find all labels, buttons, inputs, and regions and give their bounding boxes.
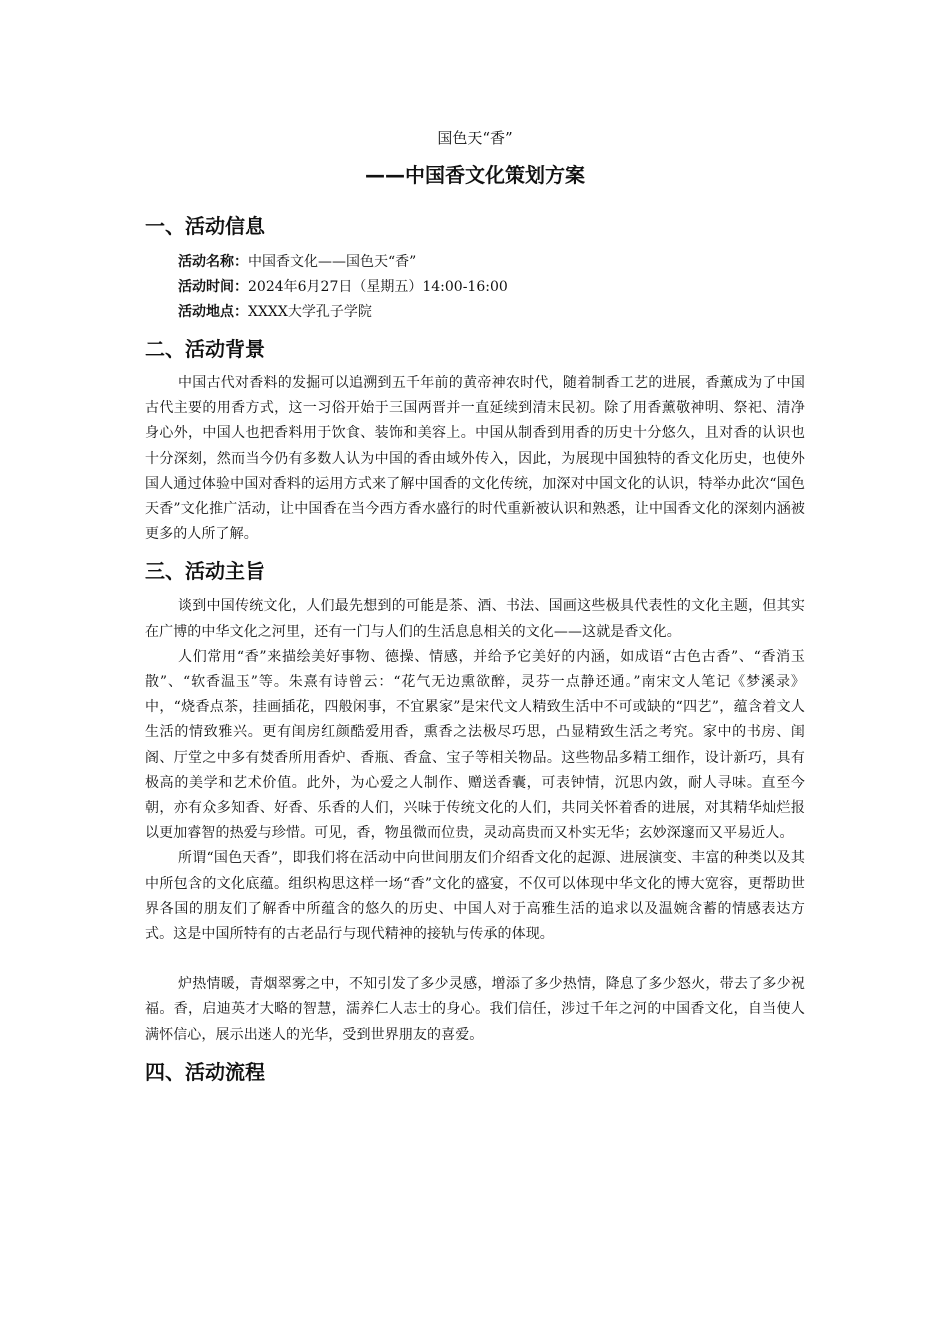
- blank-line: [145, 947, 805, 972]
- info-label: 活动地点：: [178, 304, 248, 320]
- purpose-section: [145, 594, 805, 1047]
- background-section: [145, 371, 805, 547]
- section-heading-process: 四、活动流程: [145, 1059, 265, 1084]
- paragraph: 所谓“国色天香”，即我们将在活动中向世间朋友们介绍香文化的起源、进展演变、丰富的种类以及其中所包含的文化底蕴。组织构思这样一场“香”文化的盛宴，不仅可以体现中华文化的博大宽容，更帮助世界各国的朋友们了解香中所蕴含的悠久的历史、中国人对于高雅生活的追求以及温婉含蓄的情感表达方式。这是中国所特有的古老品行与现代精神的接轨与传承的体现。: [145, 850, 805, 943]
- paragraph: 谈到中国传统文化，人们最先想到的可能是茶、酒、书法、国画这些极具代表性的文化主题，但其实在广博的中华文化之河里，还有一门与人们的生活息息相关的文化——这就是香文化。: [145, 598, 805, 640]
- info-value: 2024年6月27日（星期五）14:00-16:00: [248, 279, 508, 295]
- paragraph: 炉热情暖，青烟翠雾之中，不知引发了多少灵感，增添了多少热情，降息了多少怒火，带去了多少祝福。香，启迪英才大略的智慧，濡养仁人志士的身心。我们信任，涉过千年之河的中国香文化，自当使人满怀信心，展示出迷人的光华，受到世界朋友的喜爱。: [145, 976, 805, 1043]
- info-row-name: [178, 250, 805, 275]
- info-row-location: [178, 300, 805, 325]
- info-value: XXXX大学孔子学院: [248, 304, 372, 320]
- section-heading-purpose: 三、活动主旨: [145, 559, 265, 584]
- section-heading-background: 二、活动背景: [145, 337, 265, 361]
- info-row-time: [178, 275, 805, 300]
- document-body: [145, 208, 805, 1090]
- document-title: ——中国香文化策划方案: [365, 163, 585, 187]
- activity-info-list: [145, 250, 805, 325]
- document-subtitle: 国色天“香”: [437, 129, 513, 147]
- info-value: 中国香文化——国色天“香”: [248, 254, 417, 270]
- paragraph: 人们常用“香”来描绘美好事物、德操、情感，并给予它美好的内涵，如成语“古色古香”、“香消玉散”、“软香温玉”等。朱熹有诗曾云：“花气无边熏欲醉，灵芬一点静还通。”南宋文人笔记《梦溪录》中，“烧香点茶，挂画插花，四般闲事，不宜累家”是宋代文人精致生活中不可或缺的“四艺”，蕴含着文人生活的情致雅兴。更有闺房红颜酷爱用香，熏香之法极尽巧思，凸显精致生活之考究。家中的书房、闺阁、厅堂之中多有焚香所用香炉、香瓶、香盒、宝子等相关物品。这些物品多精工细作，设计新巧，具有极高的美学和艺术价值。此外，为心爱之人制作、赠送香囊，可表钟情，沉思内敛，耐人寻味。直至今朝，亦有众多知香、好香、乐香的人们，兴味于传统文化的人们，共同关怀着香的进展，对其精华灿烂报以更加睿智的热爱与珍惜。可见，香，物虽微而位贵，灵动高贵而又朴实无华；玄妙深邃而又平易近人。: [145, 648, 805, 842]
- info-label: 活动名称：: [178, 254, 248, 270]
- info-label: 活动时间：: [178, 279, 248, 295]
- paragraph: 中国古代对香料的发掘可以追溯到五千年前的黄帝神农时代，随着制香工艺的进展，香薰成为了中国古代主要的用香方式，这一习俗开始于三国两晋并一直延续到清末民初。除了用香薰敬神明、祭祀、清净身心外，中国人也把香料用于饮食、装饰和美容上。中国从制香到用香的历史十分悠久，且对香的认识也十分深刻，然而当今仍有多数人认为中国的香由域外传入，因此，为展现中国独特的香文化历史，也使外国人通过体验中国对香料的运用方式来了解中国香的文化传统，加深对中国文化的认识，特举办此次“国色天香”文化推广活动，让中国香在当今西方香水盛行的时代重新被认识和熟悉，让中国香文化的深刻内涵被更多的人所了解。: [145, 375, 805, 543]
- section-heading-activity-info: 一、活动信息: [145, 214, 265, 238]
